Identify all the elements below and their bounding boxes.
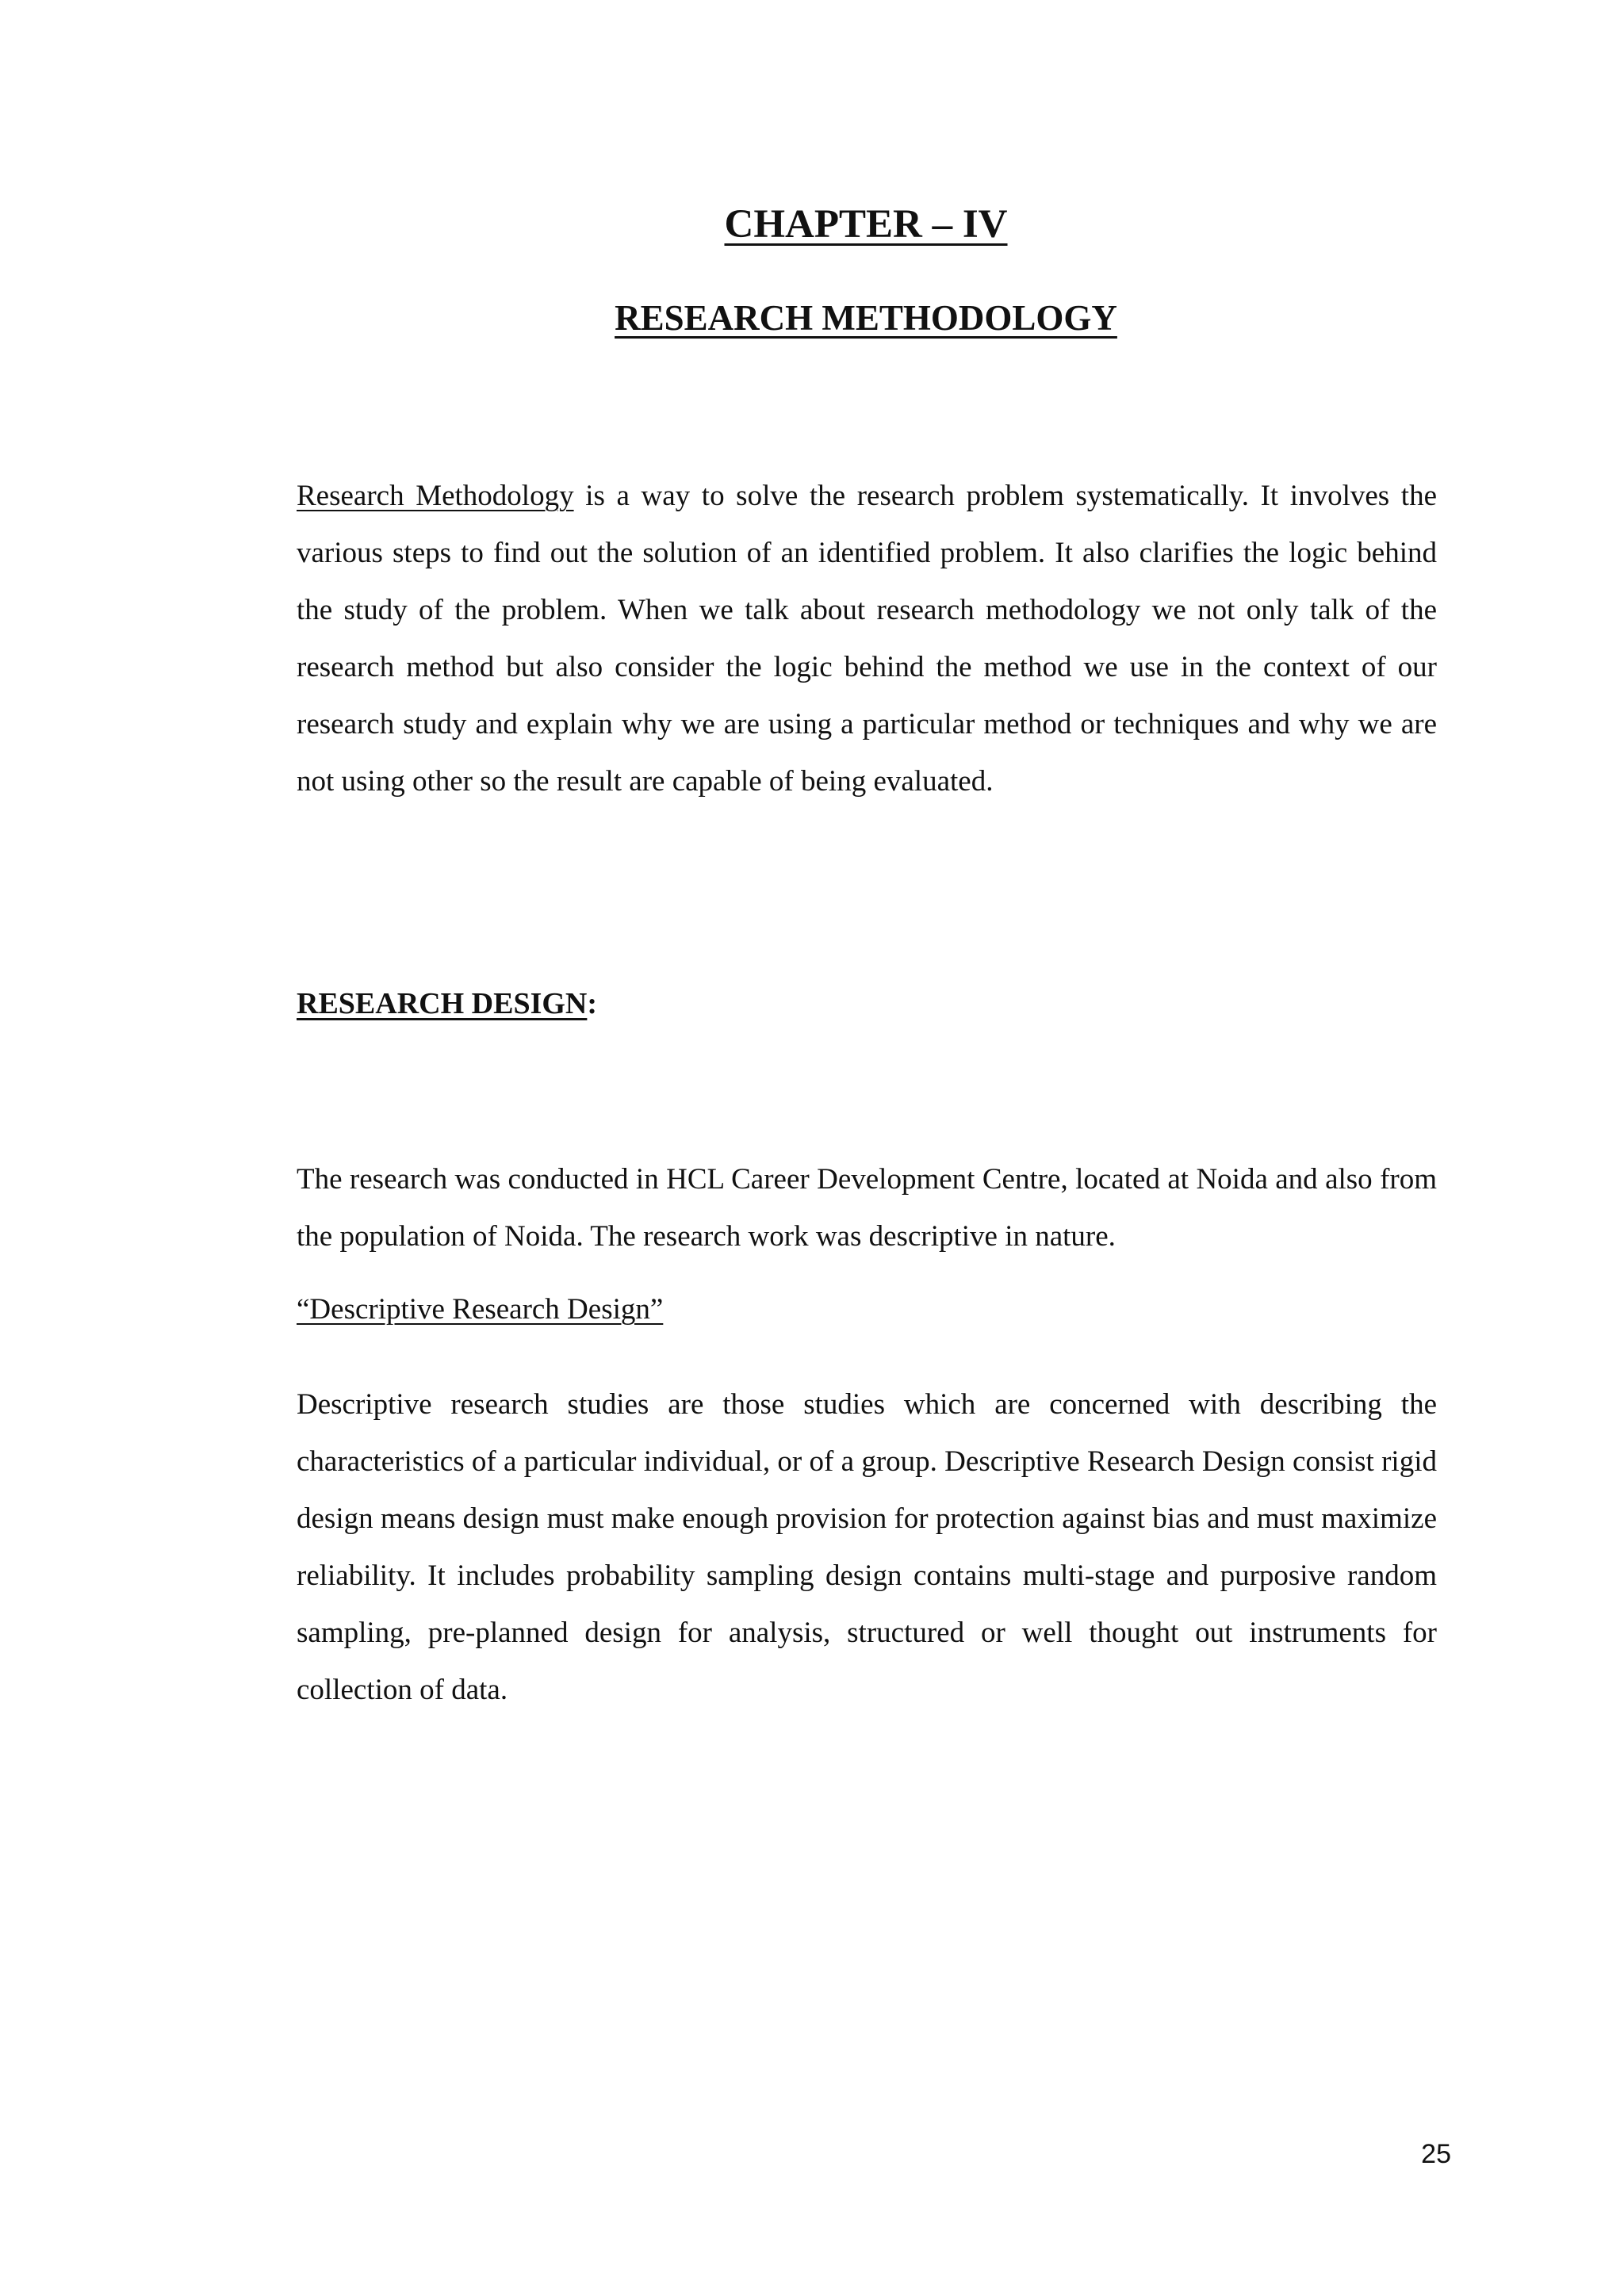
chapter-title-text: CHAPTER – IV [724,202,1008,247]
intro-text: is a way to solve the research problem systematically. It involves the various steps to find out the solution of an identified problem. It also clarifies the logic behind the study of the problem. When we talk about research methodology we not only talk of the research method but also consider the logic behind the method we use in the context of our research study and explain why we are using a particular method or techniques and why we are not using other so the result are capable of being evaluated. [297,480,1437,798]
section-title [0,293,1624,342]
page-number: 25 [1421,2139,1451,2169]
descriptive-design-paragraph: Descriptive research studies are those studies which are concerned with describing the characteristics of a particular individual, or of a group. Descriptive Research Design consist rigid design means design must make enough provision for protection against bias and must maximize reliability. It includes probability sampling design contains multi-stage and purposive random sampling, pre-planned design for analysis, structured or well thought out instruments for collection of data. [297,1388,1437,1706]
intro-term: Research Methodology [297,480,574,512]
intro-paragraph [297,468,1437,810]
descriptive-design-label-text: “Descriptive Research Design” [297,1293,664,1326]
research-design-paragraph: The research was conducted in HCL Career Development Centre, located at Noida and also from the population of Noida. The research work was descriptive in nature. [297,1163,1437,1253]
chapter-title [0,197,1624,252]
descriptive-design-label [297,1286,663,1334]
research-design-heading-text: RESEARCH DESIGN [297,987,588,1020]
research-design-heading-suffix: : [587,987,598,1020]
section-title-text: RESEARCH METHODOLOGY [615,298,1117,338]
research-design-heading [297,980,597,1027]
